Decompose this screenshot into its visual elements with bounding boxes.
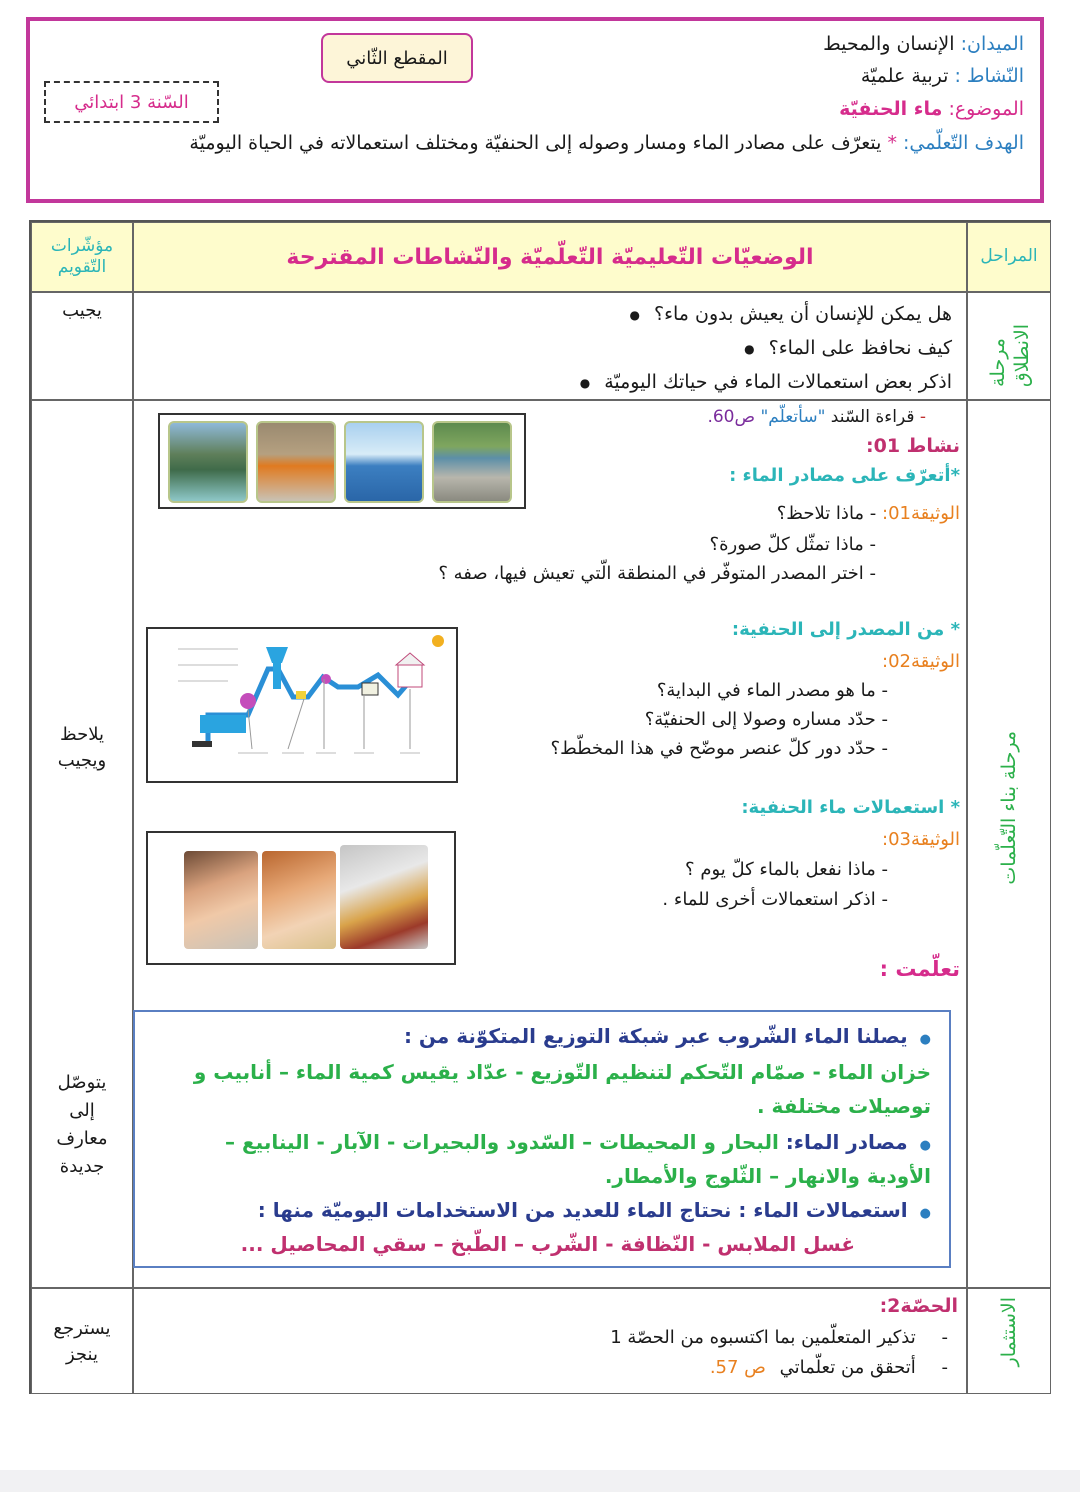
doc1-q1: - ماذا تلاحظ؟: [776, 503, 877, 524]
topic-line: [839, 98, 1024, 120]
stage-cell-invest: [967, 1288, 1051, 1394]
stage-invest-label: الاستثمار: [998, 1297, 1020, 1367]
sea-photo: [344, 421, 424, 503]
field-key: الميدان:: [960, 33, 1024, 55]
doc3-q2: - اذكر استعمالات أخرى للماء .: [662, 889, 888, 910]
doc1-q2: - ماذا تمثّل كلّ صورة؟: [709, 534, 876, 555]
activity-1-title: نشاط 01:: [865, 435, 960, 457]
doc3-q1: - ماذا نفعل بالماء كلّ يوم ؟: [685, 859, 888, 880]
summary-uses-list: غسل الملابس - النّظافة - الشّرب – الطّبخ – سقي المحاصيل ...: [240, 1232, 855, 1256]
doc1-label: الوثيقة01:: [882, 503, 960, 524]
invest-dash-2: -: [941, 1357, 948, 1378]
activity-line: [861, 65, 1024, 87]
water-distribution-diagram: [146, 627, 458, 783]
activity-value: تربية علميّة: [860, 65, 949, 87]
eval-completes: ينجز: [66, 1344, 98, 1365]
section-badge: المقطع الثّاني: [321, 33, 473, 83]
doc1-q3: - اختر المصدر المتوفّر في المنطقة الّتي تعيش فيها، صفه ؟: [438, 563, 876, 584]
stage-cell-build: [967, 400, 1051, 1288]
invest-item-1: [610, 1327, 948, 1348]
summary-network: يصلنا الماء الشّروب عبر شبكة التوزيع المتكوّنة من :: [403, 1024, 908, 1048]
learned-summary-box: [133, 1010, 951, 1268]
summary-line-1: [404, 1024, 931, 1048]
eval-new: جديدة: [59, 1156, 105, 1177]
stage-launch-label: مرحلة الانطلاق: [987, 323, 1033, 387]
doc3-label: الوثيقة03:: [882, 829, 960, 850]
dam-photo: [432, 421, 512, 503]
river-photo: [168, 421, 248, 503]
read-line: [707, 407, 926, 427]
session-title: الحصّة2:: [879, 1295, 958, 1317]
invest-item-2-text: أتحقق من تعلّماتي: [779, 1357, 916, 1378]
subtitle-sources: *أتعرّف على مصادر الماء :: [729, 465, 960, 486]
eval-answers: يجيب: [62, 300, 102, 321]
subtitle-tap-uses: * استعمالات ماء الحنفية:: [741, 797, 960, 818]
eval-knowledge: معارف: [56, 1128, 108, 1149]
summary-sources-end: الأودية والانهار – الثّلوج والأمطار.: [604, 1164, 931, 1188]
subtitle-source-to-tap: * من المصدر إلى الحنفية:: [731, 619, 960, 640]
stage-cell-launch: [967, 292, 1051, 400]
drinking-child-photo: [184, 851, 258, 949]
bullet-icon: ●: [919, 1138, 931, 1153]
doc2-label: الوثيقة02:: [882, 651, 960, 672]
eval-reaches: يتوصّل: [57, 1072, 107, 1093]
lesson-header: [26, 17, 1044, 203]
summary-network-parts: خزان الماء - صمّام التّحكم لتنظيم التّوزيع - عدّاد يقيس كمية الماء – أنابيب و: [193, 1060, 931, 1084]
goal-star: *: [887, 132, 897, 154]
stage-build-label: مرحلة بناء التّعلّمات: [998, 731, 1020, 885]
invest-item-2: [710, 1357, 948, 1378]
summary-sources-key: مصادر الماء:: [785, 1130, 908, 1154]
topic-value: ماء الحنفيّة: [839, 98, 943, 120]
doc2-q3: - حدّد دور كلّ عنصر موضّح في هذا المخطّط؟: [550, 738, 888, 759]
eval-recalls: يسترجع: [53, 1318, 111, 1339]
field-value: الإنسان والمحيط: [823, 33, 955, 55]
summary-line-sources: [225, 1130, 931, 1154]
read-text: قراءة السّند: [830, 407, 915, 427]
washing-fruit-photo: [340, 845, 428, 949]
launch-question-1: هل يمكن للإنسان أن يعيش بدون ماء؟ ●: [630, 303, 952, 325]
doc2-q2: - حدّد مساره وصولا إلى الحنفيّة؟: [644, 709, 888, 730]
launch-question-2: كيف نحافظ على الماء؟ ●: [744, 337, 952, 359]
activity-key: النّشاط :: [954, 65, 1024, 87]
summary-uses: استعمالات الماء : نحتاج الماء للعديد من الاستخدامات اليوميّة منها :: [257, 1198, 908, 1222]
goal-line: [189, 132, 1024, 154]
goal-value: يتعرّف على مصادر الماء ومسار وصوله إلى الحنفيّة ومختلف استعمالاته في الحياة اليوميّة: [189, 132, 882, 154]
eval-answers-2: ويجيب: [57, 750, 107, 771]
summary-line-uses: [258, 1198, 931, 1222]
col-header-stages: المراحل: [967, 222, 1051, 292]
invest-dash-1: -: [941, 1327, 948, 1348]
topic-key: الموضوع:: [948, 98, 1024, 120]
activity-cell-invest: [133, 1288, 967, 1394]
washing-hands-photo: [262, 851, 336, 949]
eval-to: إلى: [69, 1100, 95, 1121]
water-sources-photos: [158, 413, 526, 509]
col-header-eval: مؤشّرات التّقويم: [31, 222, 133, 292]
eval-cell-build: [31, 400, 133, 1288]
read-dash: -: [919, 407, 926, 427]
summary-network-end: توصيلات مختلفة .: [757, 1094, 931, 1118]
activity-cell-launch: [133, 292, 967, 400]
doc1-first-line: [777, 503, 960, 524]
bullet-icon: ●: [919, 1206, 931, 1221]
launch-question-3: اذكر بعض استعمالات الماء في حياتك اليوميّة ●: [580, 371, 952, 393]
well-pump-photo: [256, 421, 336, 503]
distribution-diagram-svg: [148, 629, 456, 781]
grade-badge: السّنة 3 ابتدائي: [44, 81, 219, 123]
water-uses-photos: [146, 831, 456, 965]
bullet-icon: ●: [919, 1032, 931, 1047]
invest-item-2-page: ص 57.: [709, 1357, 766, 1378]
learned-title: تعلّمت :: [879, 957, 960, 981]
goal-key: الهدف التّعلّمي:: [902, 132, 1024, 154]
summary-sources-value: البحار و المحيطات – السّدود والبحيرات - الآبار - الينابيع –: [225, 1130, 779, 1154]
col-header-activities: الوضعيّات التّعليميّة التّعلّميّة والنّشاطات المقترحة: [133, 222, 967, 292]
read-page: ص60.: [707, 407, 756, 427]
bottom-bar: [0, 1470, 1080, 1492]
read-quote: "سأتعلّم": [760, 407, 826, 427]
eval-observes: يلاحظ: [60, 724, 104, 745]
invest-item-1-text: تذكير المتعلّمين بما اكتسبوه من الحصّة 1: [610, 1327, 916, 1348]
eval-cell-invest: [31, 1288, 133, 1394]
field-line: [823, 33, 1024, 55]
doc2-q1: - ما هو مصدر الماء في البداية؟: [656, 680, 888, 701]
eval-cell-launch: [31, 292, 133, 400]
